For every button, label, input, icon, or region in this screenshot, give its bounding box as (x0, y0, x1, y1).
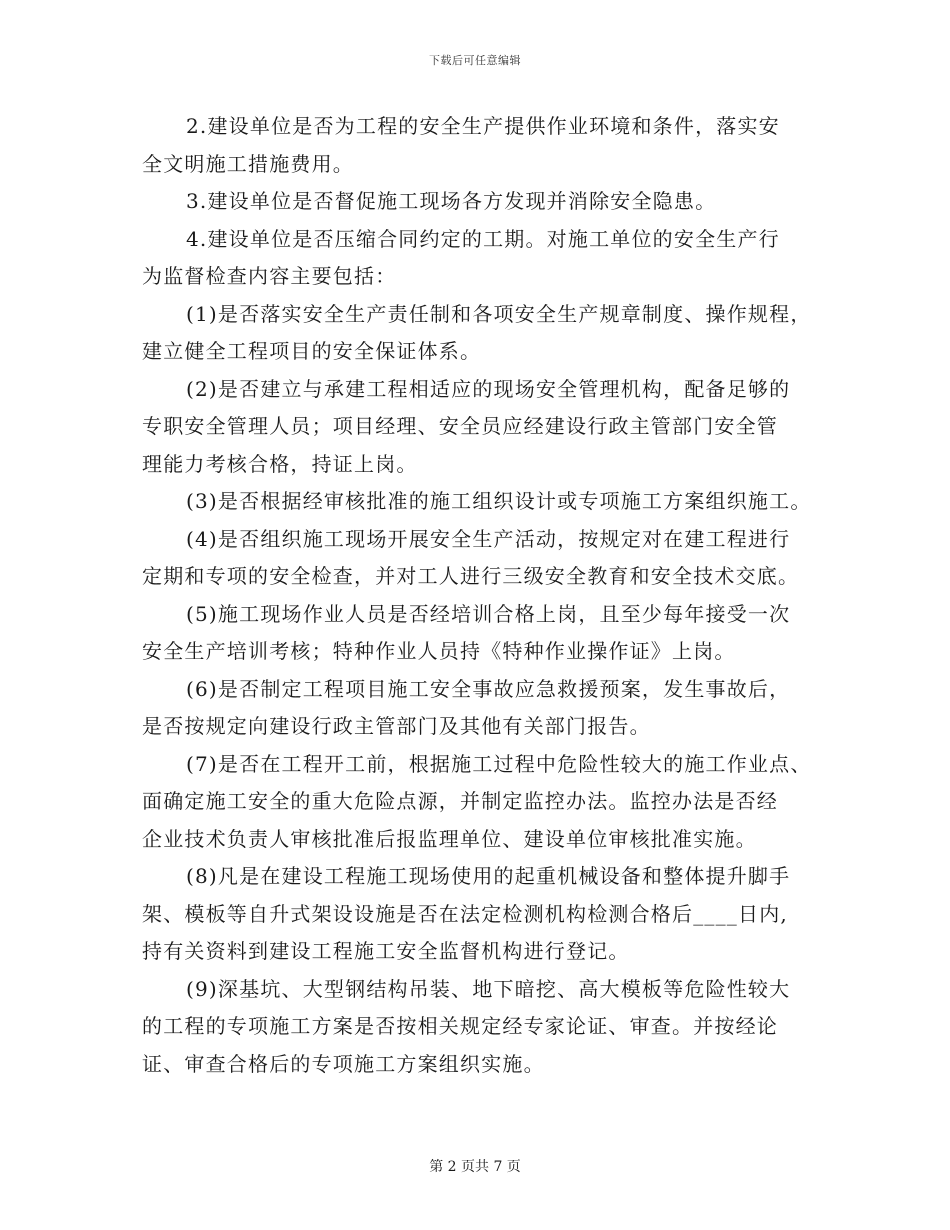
paragraph-line: 全文明施工措施费用。 (142, 151, 354, 176)
paragraph-line: 4.建设单位是否压缩合同约定的工期。对施工单位的安全生产行 (186, 226, 780, 251)
paragraph (142, 483, 832, 521)
paragraph-line: 2.建设单位是否为工程的安全生产提供作业环境和条件，落实安 (186, 114, 780, 138)
paragraph-line: 的工程的专项施工方案是否按相关规定经专家论证、审查。并按经论 (142, 1014, 778, 1038)
paragraph-line: 为监督检查内容主要包括： (142, 264, 397, 288)
paragraph-line: 证、审查合格后的专项施工方案组织实施。 (142, 1051, 545, 1076)
paragraph-line: (7)是否在工程开工前，根据施工过程中危险性较大的施工作业点、 (186, 751, 812, 776)
paragraph-line: 建立健全工程项目的安全保证体系。 (142, 339, 482, 363)
paragraph-line: (2)是否建立与承建工程相适应的现场安全管理机构，配备足够的 (186, 376, 791, 401)
paragraph (142, 221, 832, 296)
paragraph (142, 183, 832, 221)
paragraph (142, 371, 832, 484)
page-header: 下载后可任意编辑 (429, 54, 521, 67)
paragraph (142, 296, 832, 371)
paragraph (142, 858, 832, 971)
page-footer (0, 1156, 950, 1176)
paragraph-line: (3)是否根据经审核批准的施工组织设计或专项施工方案组织施工。 (186, 489, 812, 513)
paragraph-line: 架、模板等自升式架设设施是否在法定检测机构检测合格后____日内, (142, 901, 788, 926)
paragraph-line: (6)是否制定工程项目施工安全事故应急救援预案，发生事故后， (186, 676, 791, 701)
paragraph-line: 安全生产培训考核；特种作业人员持《特种作业操作证》上岗。 (142, 639, 736, 663)
paragraph-line: (4)是否组织施工现场开展安全生产活动，按规定对在建工程进行 (186, 526, 791, 551)
paragraph-line: 专职安全管理人员；项目经理、安全员应经建设行政主管部门安全管 (142, 414, 778, 438)
paragraph (142, 746, 832, 859)
document-body (142, 108, 832, 1083)
paragraph-line: 企业技术负责人审核批准后报监理单位、建设单位审核批准实施。 (142, 826, 757, 851)
paragraph-line: 持有关资料到建设工程施工安全监督机构进行登记。 (142, 939, 630, 963)
paragraph-line: (8)凡是在建设工程施工现场使用的起重机械设备和整体提升脚手 (186, 864, 791, 888)
paragraph (142, 108, 832, 183)
paragraph-line: 是否按规定向建设行政主管部门及其他有关部门报告。 (142, 714, 651, 738)
paragraph-line: 理能力考核合格，持证上岗。 (142, 451, 418, 476)
paragraph-line: 面确定施工安全的重大危险点源，并制定监控办法。监控办法是否经 (142, 789, 778, 813)
paragraph (142, 671, 832, 746)
paragraph-line: 定期和专项的安全检查，并对工人进行三级安全教育和安全技术交底。 (142, 564, 800, 588)
paragraph (142, 521, 832, 596)
paragraph-line: (1)是否落实安全生产责任制和各项安全生产规章制度、操作规程， (186, 301, 812, 326)
paragraph (142, 971, 832, 1084)
paragraph (142, 596, 832, 671)
page-number-label: 第 2 页共 7 页 (429, 1159, 521, 1175)
paragraph-line: 3.建设单位是否督促施工现场各方发现并消除安全隐患。 (186, 189, 717, 213)
paragraph-line: (5)施工现场作业人员是否经培训合格上岗，且至少每年接受一次 (186, 601, 791, 626)
paragraph-line: (9)深基坑、大型钢结构吊装、地下暗挖、高大模板等危险性较大 (186, 976, 791, 1001)
